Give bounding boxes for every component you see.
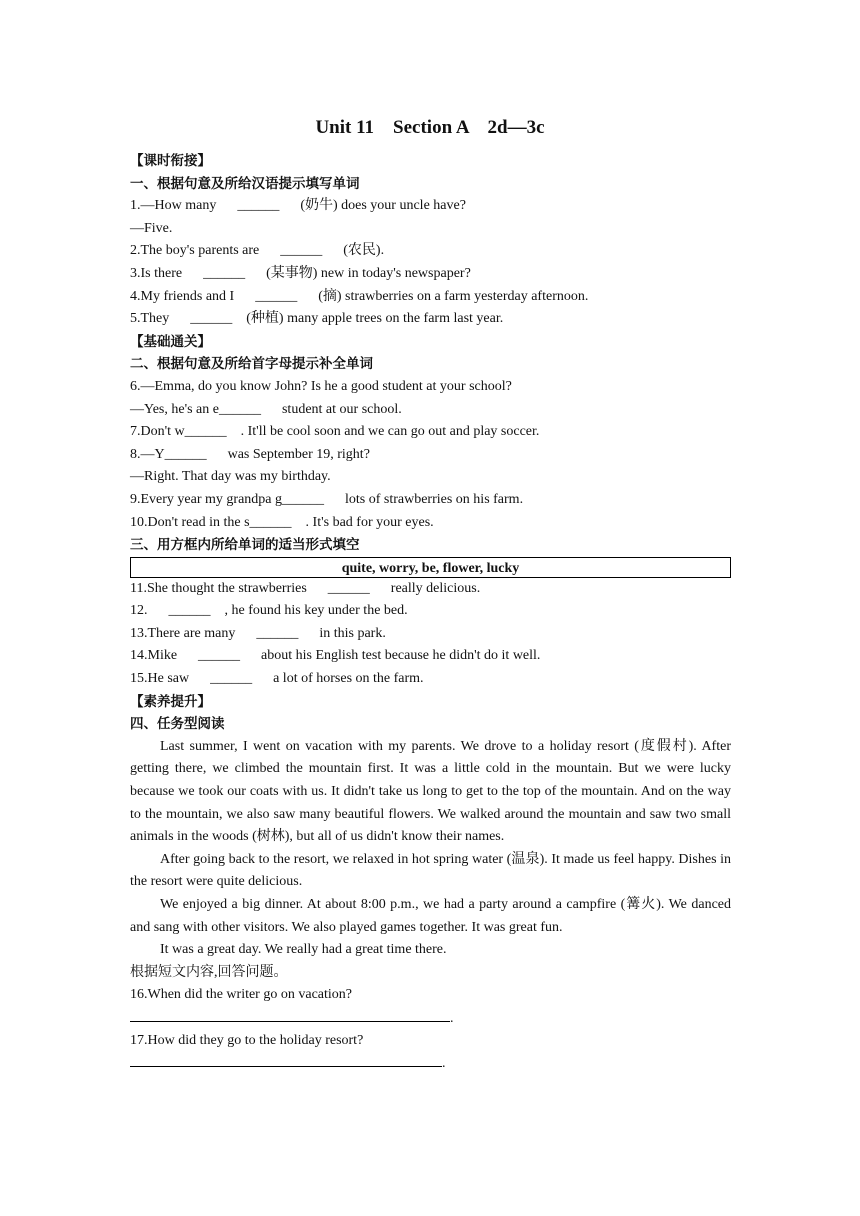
question-line: 10.Don't read in the s______ . It's bad for your eyes.	[130, 514, 434, 530]
section-heading: 二、根据句意及所给首字母提示补全单词	[130, 356, 373, 373]
question-line: 1.—How many ______ (奶牛) does your uncle have?	[130, 198, 466, 214]
question-line: 4.My friends and I ______ (摘) strawberries on a farm yesterday afternoon.	[130, 288, 589, 304]
question-line: 6.—Emma, do you know John? Is he a good student at your school?	[130, 378, 512, 394]
question-line: —Right. That day was my birthday.	[130, 469, 331, 485]
answer-period: .	[442, 1056, 446, 1072]
section-heading: 一、根据句意及所给汉语提示填写单词	[130, 175, 360, 192]
word-bank-box: quite, worry, be, flower, lucky	[130, 557, 731, 578]
section-heading: 【基础通关】	[130, 333, 211, 350]
reading-paragraph: Last summer, I went on vacation with my parents. We drove to a holiday resort (度假村). After getting there, we climbed the mountain first. It was a little cold in the mountain. But we were lucky because we took our coats with us. It didn't take us long to get to the top of the mountain. And on the way to the mountain, we also saw many beautiful flowers. We walked around the mountain and saw two small animals in the woods (树林), but all of us didn't know their names.	[130, 738, 731, 845]
question-line: 13.There are many ______ in this park.	[130, 625, 386, 641]
question-line: 2.The boy's parents are ______ (农民).	[130, 243, 385, 259]
question-line: —Five.	[130, 220, 173, 236]
question-line: 14.Mike ______ about his English test because he didn't do it well.	[130, 648, 541, 664]
answer-line-row	[130, 1007, 731, 1030]
question-line: 8.—Y______ was September 19, right?	[130, 446, 370, 462]
section-heading: 四、任务型阅读	[130, 716, 225, 733]
section-heading: 【课时衔接】	[130, 153, 211, 169]
answer-blank[interactable]	[130, 1052, 442, 1067]
page-title: Unit 11 Section A 2d—3c	[315, 117, 545, 138]
reading-paragraph: After going back to the resort, we relaxed in hot spring water (温泉). It made us feel happy. Dishes in the resort were quite delicious.	[130, 851, 731, 890]
section-heading: 【素养提升】	[130, 693, 211, 710]
reading-paragraph: It was a great day. We really had a great time there.	[160, 942, 447, 958]
reading-paragraph: We enjoyed a big dinner. At about 8:00 p.m., we had a party around a campfire (篝火). We danced and sang with other visitors. We also played games together. It was great fun.	[130, 897, 731, 935]
question-line: 12. ______ , he found his key under the bed.	[130, 603, 408, 619]
question-line: 17.How did they go to the holiday resort?	[130, 1032, 364, 1048]
question-line: 11.She thought the strawberries ______ really delicious.	[130, 580, 481, 596]
question-line: —Yes, he's an e______ student at our school.	[130, 401, 402, 417]
section-heading: 三、用方框内所给单词的适当形式填空	[130, 537, 360, 554]
answer-period: .	[450, 1010, 454, 1026]
question-line: 15.He saw ______ a lot of horses on the farm.	[130, 671, 424, 687]
worksheet-content	[130, 150, 731, 1075]
answer-line-row	[130, 1052, 731, 1075]
question-line: 5.They ______ (种植) many apple trees on the farm last year.	[130, 311, 504, 327]
question-line: 9.Every year my grandpa g______ lots of strawberries on his farm.	[130, 491, 524, 507]
question-line: 16.When did the writer go on vacation?	[130, 987, 352, 1003]
question-line: 7.Don't w______ . It'll be cool soon and we can go out and play soccer.	[130, 424, 540, 440]
question-line: 3.Is there ______ (某事物) new in today's newspaper?	[130, 265, 471, 281]
answer-blank[interactable]	[130, 1007, 450, 1022]
instruction-text: 根据短文内容,回答问题。	[130, 964, 288, 980]
